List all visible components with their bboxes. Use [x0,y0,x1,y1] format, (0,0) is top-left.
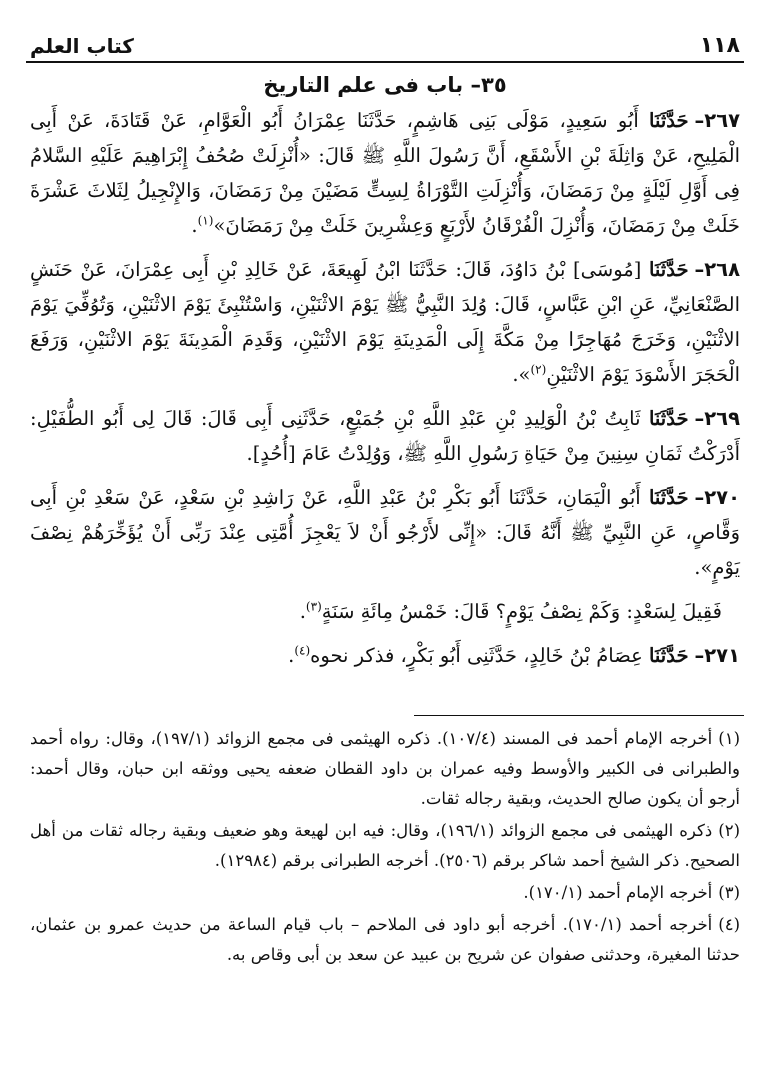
hadith-number: ٢٧٠– [694,486,740,509]
footnote-divider [414,715,744,716]
footnotes [26,724,744,970]
footnote-number: (٣) [718,883,740,902]
hadith-opening: حَدَّثَنَا [648,258,689,281]
footnote-ref: (٢) [530,362,547,377]
footnote-2 [30,816,740,876]
hadith-text: أَبُو سَعِيدٍ، مَوْلَى بَنِى هَاشِمٍ، حَدَّثَنَا عِمْرَانُ أَبُو الْعَوَّامِ، عَنْ قَتَادَةَ، عَنْ أَبِى الْمَلِيحِ، عَنْ وَاثِلَةَ بْنِ الأَسْقَعِ، أَنَّ رَسُولَ اللَّهِ ﷺ قَالَ: «أُنْزِلَتْ صُحُفُ إِبْرَاهِيمَ عَلَيْهِ السَّلامُ فِى أَوَّلِ لَيْلَةٍ مِنْ رَمَضَانَ، وَأُنْزِلَتِ التَّوْرَاةُ لِسِتٍّ مَضَيْنَ مِنْ رَمَضَانَ، وَالإِنْجِيلُ لِثَلاثَ عَشْرَةَ خَلَتْ مِنْ رَمَضَانَ، وَأُنْزِلَ الْفُرْقَانُ لأَرْبَعٍ وَعِشْرِينَ خَلَتْ مِنْ رَمَضَانَ» [30,109,740,237]
footnote-text: أخرجه الإمام أحمد (١٧٠/١). [523,883,713,902]
hadith-text: [مُوسَى] بْنُ دَاوُدَ، قَالَ: حَدَّثَنَا ابْنُ لَهِيعَةَ، عَنْ خَالِدِ بْنِ أَبِى عِمْرَانَ، عَنْ حَنَشٍ الصَّنْعَانِيِّ، عَنِ ابْنِ عَبَّاسٍ، قَالَ: وُلِدَ النَّبِيُّ ﷺ يَوْمَ الاثْنَيْنِ، وَاسْتُنْبِئَ يَوْمَ الاثْنَيْنِ، وَتُوُفِّيَ يَوْمَ الاثْنَيْنِ، وَخَرَجَ مُهَاجِرًا مِنْ مَكَّةَ إِلَى الْمَدِينَةِ يَوْمَ الاثْنَيْنِ، وَقَدِمَ الْمَدِينَةَ يَوْمَ الاثْنَيْنِ، وَرَفَعَ الْحَجَرَ الأَسْوَدَ يَوْمَ الاثْنَيْنِ [30,258,740,386]
hadith-number: ٢٧١– [694,644,740,667]
footnote-ref: (٤) [294,643,311,658]
footnote-ref: (١) [197,213,214,228]
running-header [26,24,744,63]
chapter-heading: ٣٥– باب فى علم التاريخ [263,73,507,97]
hadith-text: أَبُو الْيَمَانِ، حَدَّثَنَا أَبُو بَكْرِ بْنُ عَبْدِ اللَّهِ، عَنْ رَاشِدِ بْنِ سَعْدٍ، عَنْ سَعْدِ بْنِ أَبِى وَقَّاصٍ، عَنِ النَّبِيِّ ﷺ أَنَّهُ قَالَ: «إِنِّى لأَرْجُو أَنْ لاَ يَعْجِزَ أُمَّتِى عِنْدَ رَبِّى أَنْ يُؤَخِّرَهُمْ نِصْفَ يَوْمٍ». [30,486,740,579]
footnote-text: ذكره الهيثمى فى مجمع الزوائد (١٩٦/١)، وقال: فيه ابن لهيعة وهو ضعيف وبقية رجاله ثقات من أهل الصحيح. ذكر الشيخ أحمد شاكر برقم (٢٥٠٦). أخرجه الطبرانى برقم (١٢٩٨٤). [30,821,740,870]
question-text: فَقِيلَ لِسَعْدٍ: وَكَمْ نِصْفُ يَوْمٍ؟ قَالَ: خَمْسُ مِائَةِ سَنَةٍ [321,600,722,623]
hadith-number: ٢٦٧– [694,109,741,132]
page-number: ١١٨ [699,33,740,58]
hadith-tail: . [191,214,198,237]
footnote-3 [30,878,740,908]
hadith-opening: حَدَّثَنَا [648,486,689,509]
hadith-269 [26,401,744,471]
footnote-4 [30,910,740,970]
hadith-268 [26,252,744,392]
question-to-sad [26,594,744,629]
footnote-1 [30,724,740,814]
footnote-text: أخرجه الإمام أحمد فى المسند (١٠٧/٤). ذكره الهيثمى فى مجمع الزوائد (١٩٧/١)، وقال: رواه أحمد والطبرانى فى الكبير والأوسط وفيه عمران بن داود القطان ضعفه يحيى ووثقه ابن حبان، وقال أحمد: أرجو أن يكون صالح الحديث، وبقية رجاله ثقات. [30,729,740,808]
book-page [26,24,744,1074]
hadith-opening: حَدَّثَنَا [649,109,689,132]
footnote-text: أخرجه أحمد (١٧٠/١). أخرجه أبو داود فى الملاحم – باب قيام الساعة من حديث عمرو بن عثمان، حدثنا المغيرة، وحدثنى صفوان عن شريح بن عبيد عن سعد بن أبى وقاص به. [30,915,740,964]
hadith-text: عِصَامُ بْنُ خَالِدٍ، حَدَّثَنِى أَبُو بَكْرٍ، فذكر نحوه [310,644,643,667]
hadith-271 [26,638,744,673]
hadith-opening: حَدَّثَنَا [648,644,689,667]
hadith-tail: ». [512,363,531,386]
footnote-ref: (٣) [305,599,322,614]
footnote-number: (٤) [718,915,740,934]
hadith-text: ثَابِتُ بْنُ الْوَلِيدِ بْنِ عَبْدِ اللَّهِ بْنِ جُمَيْعٍ، حَدَّثَنِى أَبِى قَالَ: قَالَ لِى أَبُو الطُّفَيْلِ: أَدْرَكْتُ ثَمَانِ سِنِينَ مِنْ حَيَاةِ رَسُولِ اللَّهِ ﷺ، وَوُلِدْتُ عَامَ [أُحُدٍ]. [30,407,740,465]
hadith-number: ٢٦٨– [694,258,740,281]
book-title: كتاب العلم [30,34,134,58]
hadith-opening: حَدَّثَنَا [648,407,689,430]
footnote-number: (٢) [718,821,740,840]
hadith-tail: . [288,644,295,667]
hadith-270 [26,480,744,585]
question-tail: . [299,600,306,623]
hadith-267 [26,103,744,243]
footnote-number: (١) [718,729,741,748]
hadith-number: ٢٦٩– [694,407,740,430]
